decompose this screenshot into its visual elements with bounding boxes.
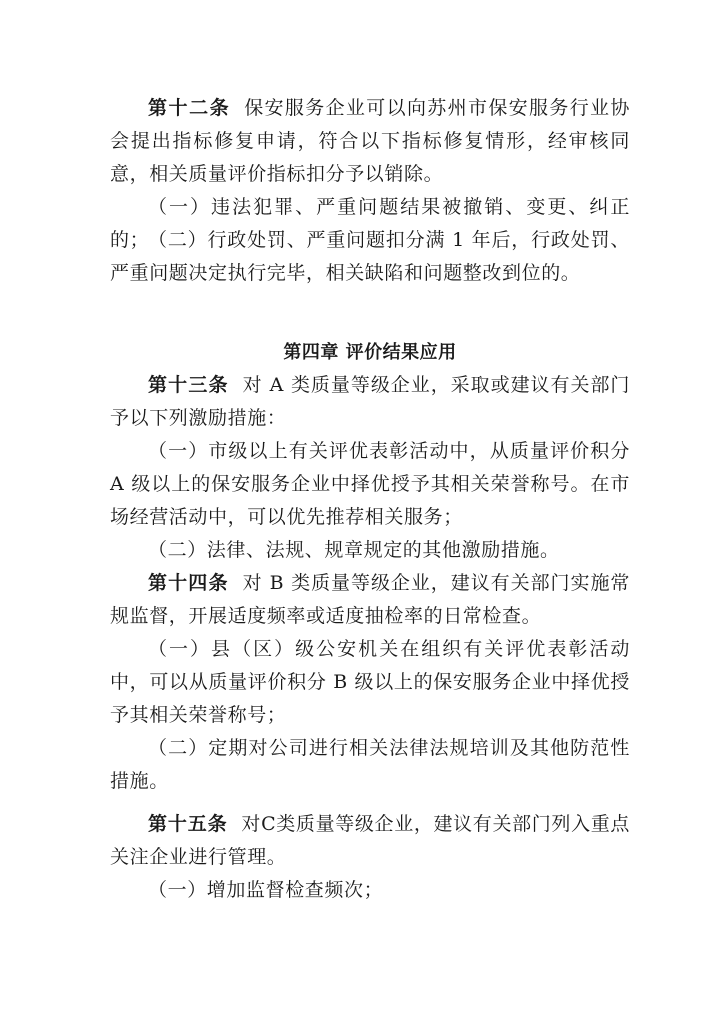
article-14-paragraph	[110, 567, 630, 633]
article-13-number: 第十三条	[148, 374, 229, 396]
article-13-item-2: （二）法律、法规、规章规定的其他激励措施。	[148, 539, 560, 561]
article-14-item-1: （一）县（区）级公安机关在组织有关评优表彰活动中，可以从质量评价积分 B 级以上的保安服务企业中择优授予其相关荣誉称号；	[110, 638, 630, 726]
article-12-text: 保安服务企业可以向苏州市保安服务行业协会提出指标修复申请，符合以下指标修复情形，经审核同意，相关质量评价指标扣分予以销除。	[110, 97, 630, 185]
article-15-text: 对C类质量等级企业，建议有关部门列入重点关注企业进行管理。	[110, 813, 630, 868]
article-12-number: 第十二条	[148, 97, 231, 119]
article-15-paragraph	[110, 808, 630, 874]
chapter-heading: 第四章 评价结果应用	[283, 342, 457, 363]
article-15-number: 第十五条	[148, 813, 228, 835]
article-12-paragraph	[110, 92, 630, 191]
article-14-text: 对 B 类质量等级企业，建议有关部门实施常规监督，开展适度频率或适度抽检率的日常检查。	[110, 572, 630, 627]
article-15-item-1: （一）增加监督检查频次；	[148, 879, 384, 901]
article-12-item-2: （二）行政处罚、严重问题扣分满 1 年后，行政处罚、严重问题决定执行完毕，相关缺陷和问题整改到位的。	[110, 229, 630, 284]
article-12-item-1: （一）违法犯罪、严重问题结果被撤销、变更、纠正的；	[110, 196, 630, 251]
article-13-text: 对 A 类质量等级企业，采取或建议有关部门予以下列激励措施：	[110, 374, 631, 429]
article-13-paragraph	[110, 369, 630, 435]
article-13-item-1: （一）市级以上有关评优表彰活动中，从质量评价积分 A 级以上的保安服务企业中择优授予其相关荣誉称号。在市场经营活动中，可以优先推荐相关服务；	[110, 440, 630, 528]
article-14-number: 第十四条	[148, 572, 229, 594]
article-14-item-2: （二）定期对公司进行相关法律法规培训及其他防范性措施。	[110, 737, 630, 792]
